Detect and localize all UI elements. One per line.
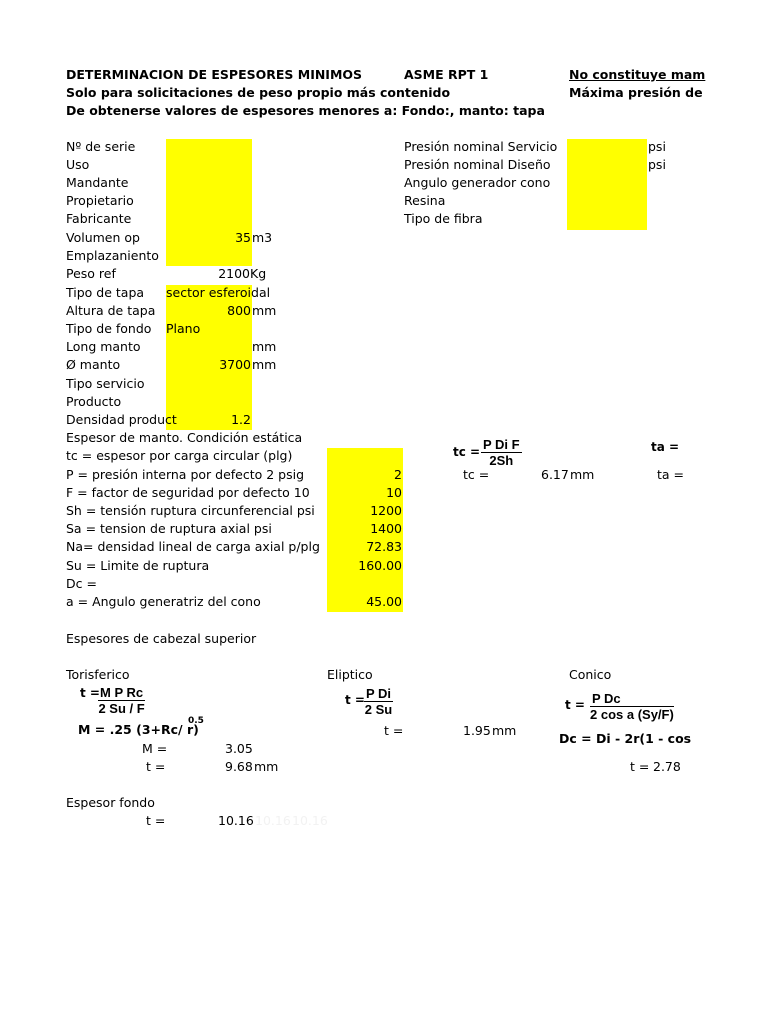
right-field-unit: psi — [648, 139, 666, 154]
field-label: Nº de serie — [66, 139, 136, 154]
field-label: Peso ref — [66, 266, 116, 281]
conico-formula-fraction — [590, 691, 674, 722]
tc-formula-denominator: 2Sh — [489, 453, 514, 468]
fondo-heading: Espesor fondo — [66, 795, 155, 810]
field-value[interactable]: 35 — [235, 230, 251, 245]
manto-heading: Espesor de manto. Condición estática — [66, 430, 303, 445]
conico-title: Conico — [569, 667, 612, 682]
param-label: P = presión interna por defecto 2 psig — [66, 467, 305, 482]
field-unit: mm — [252, 303, 277, 318]
field-label: Mandante — [66, 175, 129, 190]
field-label: Long manto — [66, 339, 141, 354]
field-value[interactable]: 3700 — [219, 357, 251, 372]
torisferico-title: Torisferico — [66, 667, 130, 682]
m-result-label: M = — [142, 741, 168, 756]
param-label: Na= densidad lineal de carga axial p/plg — [66, 539, 320, 554]
conico-denominator: 2 cos a (Sy/F) — [590, 707, 674, 722]
tc-result-unit: mm — [570, 467, 595, 482]
field-label-clip — [66, 412, 177, 428]
m-result-value: 3.05 — [225, 741, 253, 756]
param-label: tc = espesor por carga circular (plg) — [66, 448, 293, 463]
field-value[interactable]: 1.2 — [231, 412, 251, 427]
field-label: Tipo de fondo — [66, 321, 152, 336]
field-label: Densidad product — [66, 412, 177, 427]
warning-line: De obtenerse valores de espesores menores a: Fondo:, manto: tapa — [66, 103, 545, 118]
fondo-ghost-value-2: 10.16 — [292, 813, 328, 828]
right-field-label: Presión nominal Servicio — [404, 139, 558, 154]
field-label: Altura de tapa — [66, 303, 156, 318]
param-value[interactable]: 1200 — [370, 503, 402, 518]
fondo-t-label: t = — [146, 813, 166, 828]
field-label: Uso — [66, 157, 90, 172]
param-value[interactable]: 160.00 — [358, 558, 402, 573]
field-label: Tipo servicio — [66, 376, 145, 391]
eliptico-numerator: P Di — [366, 686, 392, 701]
field-label: Producto — [66, 394, 122, 409]
fondo-t-value: 10.16 — [218, 813, 254, 828]
eliptico-t-label: t = — [384, 723, 404, 738]
param-label: F = factor de seguridad por defecto 10 — [66, 485, 310, 500]
right-field-label: Resina — [404, 193, 446, 208]
field-unit: Kg — [250, 266, 267, 281]
torisferico-t-unit: mm — [254, 759, 279, 774]
tc-result-label: tc = — [463, 467, 490, 482]
torisferico-denominator: 2 Su / F — [98, 701, 145, 716]
param-label: Sa = tension de ruptura axial psi — [66, 521, 272, 536]
input-cell-block-1[interactable] — [166, 139, 252, 266]
standard-label: ASME RPT 1 — [404, 67, 489, 82]
conico-t-label: t = — [630, 759, 650, 774]
torisferico-formula-fraction — [98, 685, 145, 716]
field-value[interactable]: sector esferoidal — [166, 285, 271, 300]
input-cell-block-right[interactable] — [567, 139, 647, 230]
right-field-label: Presión nominal Diseño — [404, 157, 551, 172]
fondo-ghost-value-1: 10.16 — [255, 813, 291, 828]
param-value[interactable]: 45.00 — [366, 594, 402, 609]
eliptico-title: Eliptico — [327, 667, 373, 682]
param-label: Sh = tensión ruptura circunferencial psi — [66, 503, 315, 518]
param-value[interactable]: 72.83 — [366, 539, 402, 554]
param-value[interactable]: 2 — [394, 467, 402, 482]
tc-result-value: 6.17 — [541, 467, 569, 482]
field-unit: mm — [252, 339, 277, 354]
right-field-unit: psi — [648, 157, 666, 172]
field-unit: m3 — [252, 230, 273, 245]
eliptico-t-value: 1.95 — [463, 723, 491, 738]
dc-formula: Dc = Di - 2r(1 - cos — [559, 731, 692, 746]
conico-formula-lhs: t = — [565, 698, 585, 712]
field-value[interactable]: 2100 — [218, 266, 250, 281]
field-label: Emplazaniento — [66, 248, 159, 263]
field-label: Ø manto — [66, 357, 121, 372]
param-label: Dc = — [66, 576, 97, 591]
conico-t-value: 2.78 — [653, 759, 681, 774]
field-value[interactable]: Plano — [166, 321, 201, 336]
eliptico-formula-lhs: t = — [345, 693, 365, 707]
right-field-label: Angulo generador cono — [404, 175, 551, 190]
tc-formula-fraction — [481, 437, 522, 468]
eliptico-formula-fraction — [364, 686, 393, 717]
document-title: DETERMINACION DE ESPESORES MINIMOS — [66, 67, 363, 82]
eliptico-t-unit: mm — [492, 723, 517, 738]
torisferico-formula-lhs: t = — [80, 686, 100, 700]
subtitle-line: Solo para solicitaciones de peso propio más contenido — [66, 85, 451, 100]
field-label: Tipo de tapa — [66, 285, 145, 300]
param-label: a = Angulo generatriz del cono — [66, 594, 261, 609]
ta-formula-label: ta = — [651, 440, 680, 454]
cabezal-heading: Espesores de cabezal superior — [66, 631, 257, 646]
field-label: Propietario — [66, 193, 134, 208]
tc-formula-numerator: P Di F — [483, 437, 520, 452]
conico-numerator: P Dc — [590, 691, 674, 707]
field-unit: mm — [252, 357, 277, 372]
max-pressure-label: Máxima presión de — [569, 85, 703, 100]
field-label: Volumen op — [66, 230, 140, 245]
tc-formula-lhs: tc = — [453, 445, 481, 459]
field-value[interactable]: 800 — [227, 303, 251, 318]
param-label: Su = Limite de ruptura — [66, 558, 210, 573]
disclaimer-text: No constituye mam — [569, 67, 706, 82]
right-field-label: Tipo de fibra — [404, 211, 483, 226]
ta-result-label: ta = — [657, 467, 685, 482]
m-formula: M = .25 (3+Rc/ r) — [78, 722, 199, 737]
param-value[interactable]: 1400 — [370, 521, 402, 536]
torisferico-t-label: t = — [146, 759, 166, 774]
eliptico-denominator: 2 Su — [364, 702, 393, 717]
m-formula-exponent: 0.5 — [188, 716, 204, 726]
torisferico-t-value: 9.68 — [225, 759, 253, 774]
field-label: Fabricante — [66, 211, 132, 226]
param-value[interactable]: 10 — [386, 485, 402, 500]
torisferico-numerator: M P Rc — [100, 685, 144, 700]
